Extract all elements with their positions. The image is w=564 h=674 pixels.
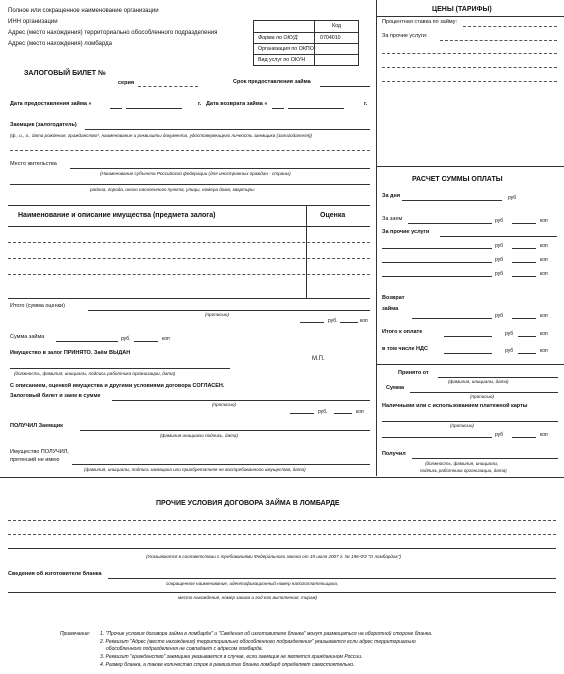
inn-label: ИНН организации bbox=[8, 19, 58, 25]
law-caption: (Указываются в соответствии с требованиями Федерального закона от 19 июля 2007 г. № 196-ФЗ "О ломбардах") bbox=[146, 554, 401, 559]
property-value-header: Оценка bbox=[320, 212, 346, 219]
ticket-rub-line[interactable] bbox=[290, 413, 314, 414]
prices-line-3[interactable] bbox=[382, 53, 557, 54]
pawnshop-address-label: Адрес (место нахождения) ломбарда bbox=[8, 41, 112, 47]
total-rub-line[interactable] bbox=[300, 322, 324, 323]
received-caption: (фамилия инициалы подпись, дата) bbox=[160, 433, 238, 438]
okpo-value[interactable] bbox=[314, 44, 358, 54]
table-row-1[interactable] bbox=[8, 242, 370, 243]
property-name-header: Наименование и описание имущества (предмета залога) bbox=[18, 212, 216, 219]
returned-label: Имущество ПОЛУЧИЛ, bbox=[10, 449, 69, 455]
maker-line-2[interactable] bbox=[8, 592, 556, 593]
accepted-from-label: Принято от bbox=[398, 370, 429, 376]
cash-line[interactable] bbox=[382, 421, 558, 422]
date-return-year: г. bbox=[364, 101, 368, 107]
services-kop-line-3[interactable] bbox=[512, 276, 536, 277]
maker-caption-1: сокращенное наименование, идентификационный номер налогоплательщика, bbox=[166, 581, 339, 586]
for-loan-kop: коп bbox=[540, 218, 548, 224]
date-given-year: г. bbox=[198, 101, 202, 107]
cash-kop: коп bbox=[540, 432, 548, 438]
maker-label: Сведения об изготовителе бланка bbox=[8, 571, 102, 577]
ticket-rub: руб. bbox=[318, 409, 328, 415]
table-bottom bbox=[8, 298, 370, 299]
loan-sum-label: Сумма займа bbox=[10, 334, 45, 340]
received-label: ПОЛУЧИЛ Заемщик bbox=[10, 423, 63, 429]
returned-label-2: претензий не имею bbox=[10, 457, 60, 463]
loan-term-line[interactable] bbox=[320, 86, 370, 87]
date-given-month[interactable] bbox=[126, 108, 182, 109]
date-return-day[interactable] bbox=[272, 108, 284, 109]
note-3: 3. Реквизит "гражданство" заемщика указывается в случае, если заемщик не является гражданином России. bbox=[100, 654, 363, 660]
to-pay-rub-line[interactable] bbox=[444, 336, 492, 337]
loan-sum-rub: руб. bbox=[121, 336, 131, 342]
residence-caption: (Наименование субъекта Российской федерации (для иностранных граждан - страны) bbox=[100, 171, 291, 176]
services-rub: руб bbox=[495, 243, 504, 249]
calc-top-rule bbox=[376, 166, 564, 167]
table-header-rule bbox=[8, 226, 370, 227]
calc-title: РАСЧЕТ СУММЫ ОПЛАТЫ bbox=[412, 176, 503, 183]
got-caption-1: (должность, фамилия, инициалы, bbox=[425, 461, 499, 466]
got-label: Получил bbox=[382, 451, 406, 457]
ticket-title: ЗАЛОГОВЫЙ БИЛЕТ № bbox=[24, 70, 106, 77]
receipt-sum-label: Сумма bbox=[386, 385, 405, 391]
return-label: Возврат bbox=[382, 295, 405, 301]
services-kop-line-2[interactable] bbox=[512, 262, 536, 263]
ticket-sum-caption: (прописью) bbox=[212, 402, 236, 407]
ticket-sum-label: Залоговый билет и заем в сумме bbox=[10, 393, 101, 399]
other-services-label: За прочие услуги: bbox=[382, 33, 428, 39]
got-caption-2: подпись работника организации, дата) bbox=[420, 468, 507, 473]
return-kop: коп bbox=[540, 313, 548, 319]
for-loan-label: За заем bbox=[382, 216, 403, 222]
cash-label: Наличными или с использованием платежной карты bbox=[382, 403, 528, 409]
to-pay-label: Итого к оплате bbox=[382, 329, 423, 335]
returned-line[interactable] bbox=[72, 464, 370, 465]
okun-label: Вид услуг по ОКУН bbox=[258, 57, 306, 63]
borrower-label: Заемщик (залогодатель) bbox=[10, 122, 77, 128]
total-words-caption: (прописью) bbox=[205, 312, 229, 317]
to-pay-kop: коп bbox=[540, 331, 548, 337]
date-return-label: Дата возврата займа « bbox=[206, 101, 268, 107]
prices-title: ЦЕНЫ (ТАРИФЫ) bbox=[432, 6, 492, 13]
okud-value[interactable]: 0704010 bbox=[314, 33, 358, 43]
vat-kop: коп bbox=[540, 348, 548, 354]
accepted-line[interactable] bbox=[10, 368, 230, 369]
date-return-month[interactable] bbox=[288, 108, 344, 109]
date-given-label: Дата предоставления займа « bbox=[10, 101, 92, 107]
okud-label: Форма по ОКУД bbox=[258, 35, 298, 41]
column-divider bbox=[376, 0, 377, 476]
vat-rub: руб bbox=[505, 348, 514, 354]
borrower-line-2[interactable] bbox=[10, 150, 370, 151]
for-loan-kop-line[interactable] bbox=[512, 223, 536, 224]
rate-label: Процентная ставка по займу: bbox=[382, 19, 458, 25]
okpo-label: Организация по ОКПО bbox=[258, 46, 314, 52]
table-col-divider bbox=[306, 205, 307, 298]
notes-label: Примечание: bbox=[60, 631, 91, 637]
cash-caption: (прописью) bbox=[450, 423, 474, 428]
per-day-label: За дня bbox=[382, 193, 401, 199]
codes-head-row bbox=[254, 21, 358, 32]
other-services-line[interactable] bbox=[440, 40, 557, 41]
accepted-from-line[interactable] bbox=[438, 377, 558, 378]
total-line[interactable] bbox=[88, 310, 370, 311]
loan-sum-kop: коп bbox=[162, 336, 170, 342]
note-1: 1. "Прочие условия договора займа в ломбарде" и "Сведения об изготовителе бланка" могут размещаться на оборотной стороне бланка. bbox=[100, 631, 433, 637]
cash-kop-line[interactable] bbox=[512, 437, 536, 438]
terms-line-1[interactable] bbox=[8, 520, 556, 521]
terms-separator bbox=[0, 477, 564, 478]
services-rub-2: руб bbox=[495, 257, 504, 263]
services-rub-line-3[interactable] bbox=[382, 276, 492, 277]
ticket-sum-line[interactable] bbox=[112, 400, 370, 401]
for-services-label: За прочие услуги bbox=[382, 229, 430, 235]
services-rub-3: руб bbox=[495, 271, 504, 277]
accepted-caption: (должность, фамилия, инициалы, подпись работника организации, дата) bbox=[14, 371, 176, 376]
maker-caption-2: место нахождения, номер заказа и год его выполнения, тираж) bbox=[178, 595, 318, 600]
return-kop-line[interactable] bbox=[512, 318, 536, 319]
series-line[interactable] bbox=[138, 86, 198, 87]
prices-line-4[interactable] bbox=[382, 67, 557, 68]
services-rub-line-2[interactable] bbox=[382, 262, 492, 263]
services-kop-2: коп bbox=[540, 257, 548, 263]
ticket-kop: коп bbox=[356, 409, 364, 415]
rate-line[interactable] bbox=[463, 26, 557, 27]
for-services-line[interactable] bbox=[440, 236, 557, 237]
org-name-label: Полное или сокращенное наименование организации bbox=[8, 8, 159, 14]
vat-kop-line[interactable] bbox=[518, 353, 536, 354]
loan-term-label: Срок предоставления займа bbox=[233, 79, 311, 85]
receipt-rule bbox=[376, 364, 564, 365]
receipt-sum-caption: (прописью) bbox=[470, 394, 494, 399]
prices-line-5[interactable] bbox=[382, 81, 557, 82]
accepted-label: Имущество в залог ПРИНЯТО. Заём ВЫДАН bbox=[10, 350, 131, 356]
for-loan-rub: руб bbox=[495, 218, 504, 224]
mp-label: М.П. bbox=[312, 356, 325, 362]
note-2: 2. Реквизит "Адрес (место нахождения) территориально обособленного подразделения" указывается если адрес территориально bbox=[100, 639, 416, 645]
vat-rub-line[interactable] bbox=[444, 353, 492, 354]
cash-rub: руб bbox=[495, 432, 504, 438]
returned-caption: (фамилия, инициалы, подпись заемщика или приобретателя не востребованного имущества, дата) bbox=[84, 467, 306, 472]
total-rub: руб. bbox=[328, 318, 338, 324]
agree-label: С описанием, оценкой имущества и другими условиями договора СОГЛАСЕН. bbox=[10, 383, 225, 389]
return-loan-label: займа bbox=[382, 306, 399, 312]
services-rub-line[interactable] bbox=[382, 248, 492, 249]
other-terms-title: ПРОЧИЕ УСЛОВИЯ ДОГОВОРА ЗАЙМА В ЛОМБАРДЕ bbox=[156, 500, 340, 507]
return-rub: руб bbox=[495, 313, 504, 319]
cash-rub-line[interactable] bbox=[382, 437, 492, 438]
ticket-kop-line[interactable] bbox=[334, 413, 352, 414]
per-day-unit: руб bbox=[508, 195, 517, 201]
for-loan-rub-line[interactable] bbox=[408, 223, 492, 224]
loan-sum-rub-line[interactable] bbox=[56, 341, 118, 342]
table-row-2[interactable] bbox=[8, 258, 370, 259]
return-rub-line[interactable] bbox=[412, 318, 492, 319]
borrower-caption: (ф., и., о., дата рождения, гражданство*, наименование и реквизиты документа, удостоверяющего личность заемщика (залогодателя)) bbox=[10, 133, 313, 138]
note-2b: обособленного подразделения не совпадает с адресом ломбарда. bbox=[106, 646, 263, 652]
per-day-line[interactable] bbox=[402, 200, 502, 201]
okun-value[interactable] bbox=[314, 55, 358, 65]
codes-table bbox=[253, 20, 359, 66]
date-given-day[interactable] bbox=[110, 108, 122, 109]
received-line[interactable] bbox=[80, 430, 370, 431]
residence-line-2[interactable] bbox=[10, 184, 370, 185]
services-kop: коп bbox=[540, 243, 548, 249]
code-header: Код bbox=[314, 21, 358, 32]
vat-label: в том числе НДС bbox=[382, 346, 428, 352]
note-4: 4. Размер бланка, а также количество строк в реквизитах бланка ломбард определяет самостоятельно. bbox=[100, 662, 355, 668]
loan-sum-kop-line[interactable] bbox=[134, 341, 158, 342]
services-kop-3: коп bbox=[540, 271, 548, 277]
table-top bbox=[8, 205, 370, 206]
table-row-3[interactable] bbox=[8, 274, 370, 275]
total-kop: коп bbox=[360, 318, 368, 324]
got-line[interactable] bbox=[412, 458, 558, 459]
residence-caption-2: района, города, иного населенного пункта, улицы, номера дома, квартиры bbox=[90, 187, 255, 192]
borrower-line[interactable] bbox=[85, 129, 370, 130]
series-label: серия bbox=[118, 80, 135, 86]
maker-line[interactable] bbox=[108, 578, 556, 579]
okud-row bbox=[254, 32, 358, 43]
prices-rule bbox=[376, 16, 564, 17]
terms-line-3[interactable] bbox=[8, 548, 556, 549]
to-pay-rub: руб bbox=[505, 331, 514, 337]
terms-line-2[interactable] bbox=[8, 534, 556, 535]
residence-label: Место жительства bbox=[10, 161, 57, 167]
to-pay-kop-line[interactable] bbox=[518, 336, 536, 337]
residence-line[interactable] bbox=[70, 168, 370, 169]
services-kop-line[interactable] bbox=[512, 248, 536, 249]
okpo-row bbox=[254, 43, 358, 54]
accepted-from-caption: (фамилия, инициалы, дата) bbox=[448, 379, 509, 384]
total-label: Итого (сумма оценки) bbox=[10, 303, 65, 309]
subdivision-address-label: Адрес (место нахождения) территориально обособленного подразделения bbox=[8, 30, 218, 36]
okun-row bbox=[254, 54, 358, 65]
total-kop-line[interactable] bbox=[340, 322, 358, 323]
receipt-sum-line[interactable] bbox=[410, 392, 558, 393]
